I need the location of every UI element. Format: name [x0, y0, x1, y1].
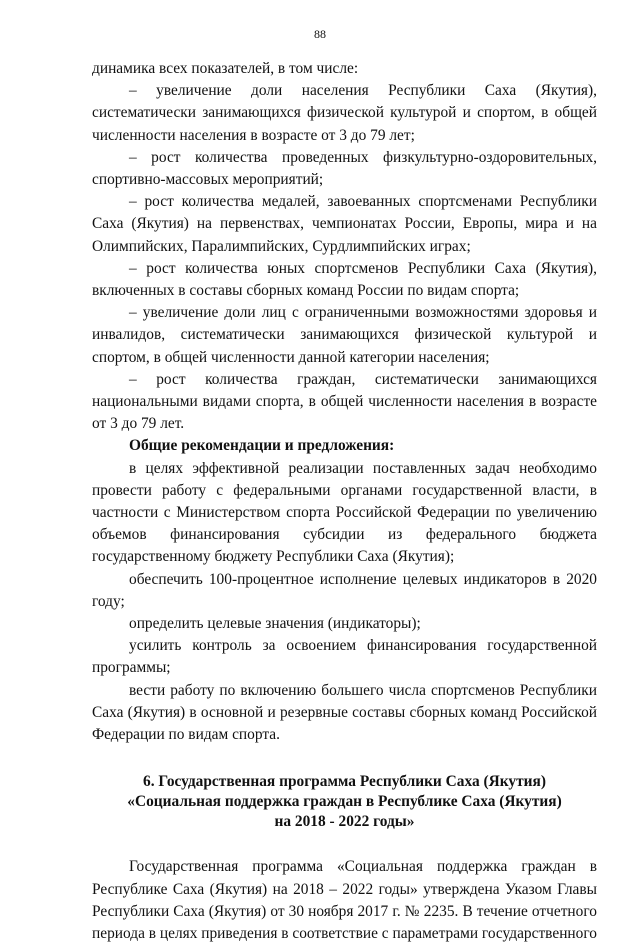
recommendation-item: вести работу по включению большего числа спортсменов Республики Саха (Якутия) в основной и резервные составы сборных команд Российской Федерации по видам спорта.: [92, 681, 597, 744]
recommendation-item: обеспечить 100-процентное исполнение целевых индикаторов в 2020 году;: [92, 570, 597, 610]
recommendations-heading: Общие рекомендации и предложения:: [129, 437, 395, 455]
section-heading-line: 6. Государственная программа Республики Саха (Якутия): [143, 773, 546, 791]
section-heading-line: «Социальная поддержка граждан в Республике Саха (Якутия): [127, 793, 562, 811]
list-item-indicator: – увеличение доли населения Республики Саха (Якутия), систематически занимающихся физической культурой и спортом, в общей численности населения в возрасте от 3 до 79 лет;: [92, 82, 597, 144]
list-item-indicator: – рост количества медалей, завоеванных спортсменами Республики Саха (Якутия) на первенствах, чемпионатах России, Европы, мира и на Олимпийских, Паралимпийских, Сурдлимпийских играх;: [92, 193, 597, 255]
section-heading-line: на 2018 - 2022 годы»: [274, 813, 415, 831]
list-item-indicator: – рост количества юных спортсменов Республики Саха (Якутия), включенных в составы сборных команд России по видам спорта;: [92, 259, 597, 300]
recommendation-item: определить целевые значения (индикаторы);: [129, 615, 421, 633]
paragraph-program-description: Государственная программа «Социальная поддержка граждан в Республике Саха (Якутия) на 2018 – 2022 годы» утверждена Указом Главы Республики Саха (Якутия) от 30 ноября 2017 г. № 2235. В течение отчетного периода в целях приведения в соответствие с параметрами государственного: [92, 858, 597, 942]
recommendation-item: усилить контроль за освоением финансирования государственной программы;: [92, 637, 597, 677]
paragraph-intro: динамика всех показателей, в том числе:: [92, 60, 359, 77]
list-item-indicator: – рост количества проведенных физкультурно-оздоровительных, спортивно-массовых мероприятий;: [92, 148, 597, 189]
section-heading: [92, 772, 597, 832]
page-body: [92, 58, 597, 945]
list-item-indicator: – увеличение доли лиц с ограниченными возможностями здоровья и инвалидов, систематически занимающихся физической культурой и спортом, в общей численности данной категории населения;: [92, 304, 597, 366]
page-number: 88: [314, 27, 326, 41]
recommendation-item: в целях эффективной реализации поставленных задач необходимо провести работу с федеральными органами государственной власти, в частности с Министерством спорта Российской Федерации по увеличению объемов финансирования субсидии из федерального бюджета государственному бюджету Республики Саха (Якутия);: [92, 459, 597, 566]
list-item-indicator: – рост количества граждан, систематически занимающихся национальными видами спорта, в общей численности населения в возрасте от 3 до 79 лет.: [92, 370, 597, 433]
